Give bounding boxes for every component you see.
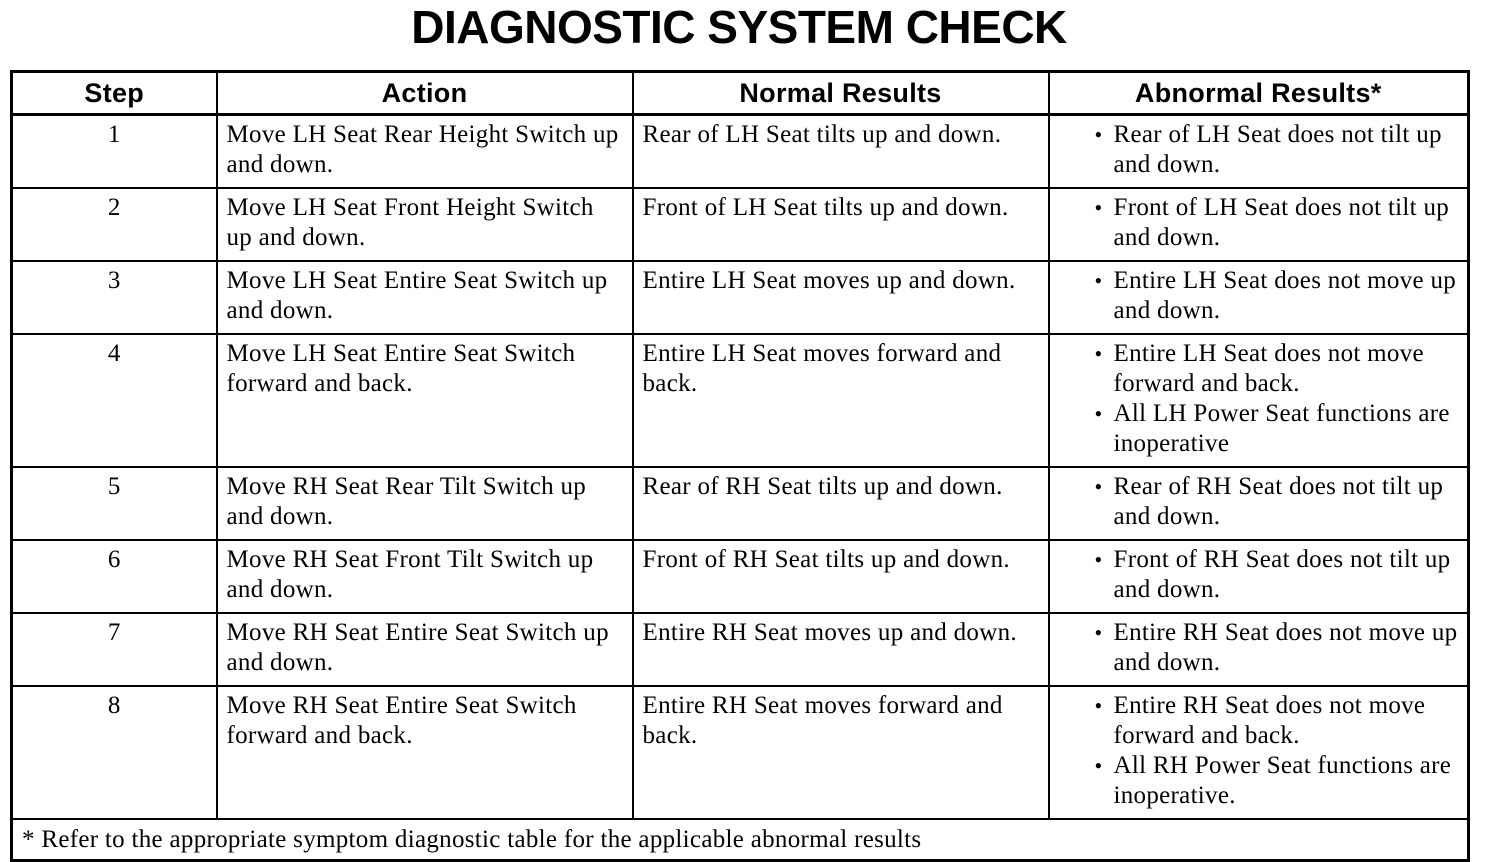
- table-row: [12, 467, 1469, 540]
- table-row: [12, 540, 1469, 613]
- table-row: [12, 686, 1469, 819]
- table-row: [12, 261, 1469, 334]
- step-number: 3: [12, 261, 217, 334]
- abnormal-results-cell: [1049, 540, 1469, 613]
- normal-results-cell: Front of RH Seat tilts up and down.: [633, 540, 1049, 613]
- abnormal-result-item: • Entire RH Seat does not move up and down.: [1095, 618, 1464, 678]
- step-number: 4: [12, 334, 217, 467]
- abnormal-result-item: • Front of LH Seat does not tilt up and down.: [1095, 193, 1464, 253]
- abnormal-results-cell: [1049, 261, 1469, 334]
- action-cell: Move LH Seat Rear Height Switch up and down.: [217, 115, 633, 189]
- abnormal-result-item: • Entire LH Seat does not move forward and back.: [1095, 339, 1464, 399]
- step-number: 7: [12, 613, 217, 686]
- page-title: DIAGNOSTIC SYSTEM CHECK: [411, 1, 1067, 53]
- abnormal-result-item: • Rear of RH Seat does not tilt up and down.: [1095, 472, 1464, 532]
- step-number: 5: [12, 467, 217, 540]
- normal-results-cell: Entire RH Seat moves up and down.: [633, 613, 1049, 686]
- action-cell: Move RH Seat Entire Seat Switch forward and back.: [217, 686, 633, 819]
- action-cell: Move RH Seat Front Tilt Switch up and down.: [217, 540, 633, 613]
- action-cell: Move LH Seat Front Height Switch up and down.: [217, 188, 633, 261]
- abnormal-result-item: • Entire RH Seat does not move forward and back.: [1095, 691, 1464, 751]
- column-header-action: Action: [217, 72, 633, 115]
- table-row: [12, 115, 1469, 189]
- table-row: [12, 188, 1469, 261]
- step-number: 8: [12, 686, 217, 819]
- abnormal-results-cell: [1049, 334, 1469, 467]
- column-header-normal-results: Normal Results: [633, 72, 1049, 115]
- column-header-step: Step: [12, 72, 217, 115]
- action-cell: Move RH Seat Rear Tilt Switch up and down.: [217, 467, 633, 540]
- normal-results-cell: Rear of LH Seat tilts up and down.: [633, 115, 1049, 189]
- step-number: 2: [12, 188, 217, 261]
- table-header-row: [12, 72, 1469, 115]
- action-cell: Move RH Seat Entire Seat Switch up and down.: [217, 613, 633, 686]
- footnote-row: [12, 819, 1469, 861]
- abnormal-results-cell: [1049, 115, 1469, 189]
- normal-results-cell: Entire LH Seat moves up and down.: [633, 261, 1049, 334]
- footnote: * Refer to the appropriate symptom diagnostic table for the applicable abnormal results: [12, 819, 1469, 861]
- action-cell: Move LH Seat Entire Seat Switch forward and back.: [217, 334, 633, 467]
- abnormal-result-item: • All LH Power Seat functions are inoperative: [1095, 399, 1464, 459]
- abnormal-results-cell: [1049, 467, 1469, 540]
- abnormal-results-cell: [1049, 686, 1469, 819]
- abnormal-result-item: • Front of RH Seat does not tilt up and down.: [1095, 545, 1464, 605]
- normal-results-cell: Entire RH Seat moves forward and back.: [633, 686, 1049, 819]
- abnormal-results-cell: [1049, 188, 1469, 261]
- abnormal-result-item: • All RH Power Seat functions are inoperative.: [1095, 751, 1464, 811]
- abnormal-result-item: • Entire LH Seat does not move up and down.: [1095, 266, 1464, 326]
- table-row: [12, 613, 1469, 686]
- abnormal-result-item: • Rear of LH Seat does not tilt up and down.: [1095, 120, 1464, 180]
- diagnostic-table: [10, 70, 1470, 862]
- column-header-abnormal-results: Abnormal Results*: [1049, 72, 1469, 115]
- step-number: 1: [12, 115, 217, 189]
- table-row: [12, 334, 1469, 467]
- abnormal-results-cell: [1049, 613, 1469, 686]
- normal-results-cell: Entire LH Seat moves forward and back.: [633, 334, 1049, 467]
- action-cell: Move LH Seat Entire Seat Switch up and down.: [217, 261, 633, 334]
- normal-results-cell: Rear of RH Seat tilts up and down.: [633, 467, 1049, 540]
- step-number: 6: [12, 540, 217, 613]
- normal-results-cell: Front of LH Seat tilts up and down.: [633, 188, 1049, 261]
